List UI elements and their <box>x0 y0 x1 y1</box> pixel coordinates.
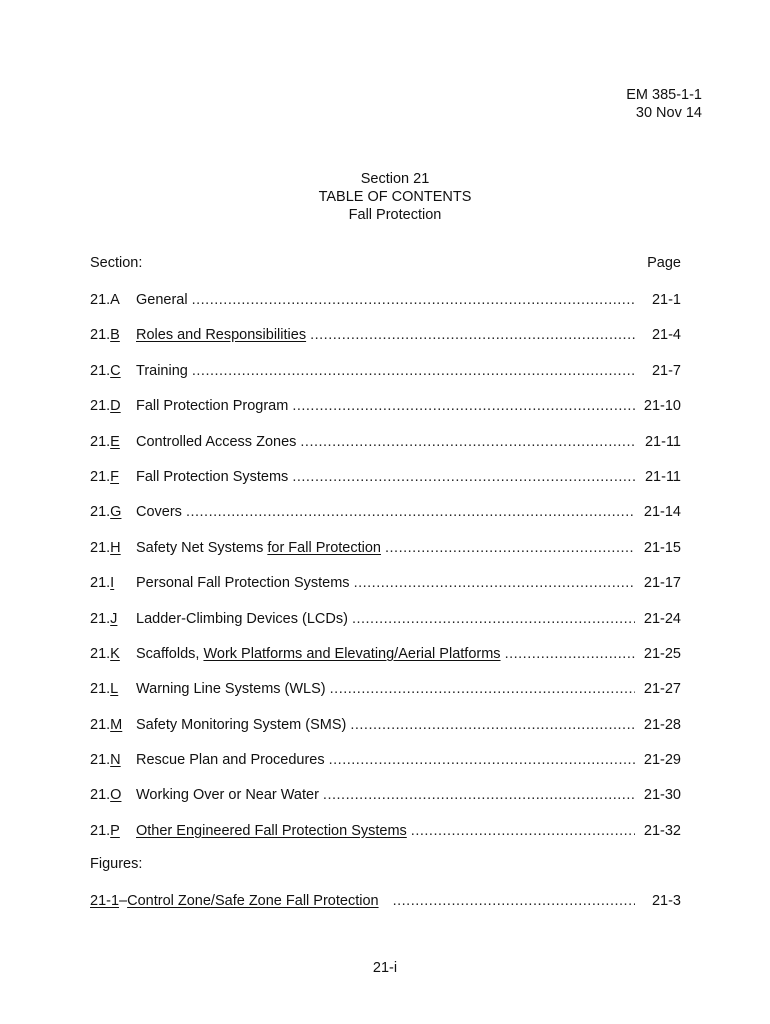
toc-title-underlined-text: Work Platforms and Elevating/Aerial Platforms <box>203 645 501 662</box>
toc-entry[interactable] <box>90 434 681 469</box>
dot-leader <box>354 575 635 591</box>
toc-section-number <box>90 469 136 485</box>
toc-section-prefix: 21. <box>90 610 111 627</box>
toc-section-number <box>90 434 136 450</box>
toc-section-prefix: 21. <box>90 575 111 592</box>
toc-section-title <box>136 575 350 591</box>
toc-entry[interactable] <box>90 504 681 539</box>
figure-entry[interactable] <box>90 893 681 909</box>
toc-section-letter: H <box>110 539 121 556</box>
toc-section-prefix: 21. <box>90 787 111 804</box>
toc-section-prefix: 21. <box>90 645 111 662</box>
toc-title-text: Safety Monitoring System (SMS) <box>136 716 347 733</box>
toc-section-number <box>90 681 136 697</box>
toc-title-text: Fall Protection Program <box>136 398 289 415</box>
toc-title-text: Ladder-Climbing Devices (LCDs) <box>136 610 348 627</box>
toc-section-title <box>136 646 501 662</box>
section-title: Section 21 <box>360 171 430 187</box>
document-id: EM 385-1-1 <box>626 87 702 103</box>
dot-leader <box>350 717 635 733</box>
toc-page-number: 21-11 <box>644 433 681 450</box>
dot-leader <box>411 823 635 839</box>
toc-section-prefix: 21. <box>90 292 111 308</box>
toc-section-title <box>136 398 288 414</box>
dot-leader <box>300 434 635 450</box>
figure-number: 21-1 <box>90 893 120 909</box>
toc-section-number <box>90 540 136 556</box>
toc-page-number: 21-15 <box>643 539 681 556</box>
dot-leader <box>329 752 635 768</box>
toc-page-number: 21-4 <box>651 327 681 344</box>
toc-title-underlined-text: Other Engineered Fall Protection Systems <box>136 822 407 839</box>
toc-section-title <box>136 363 188 379</box>
toc-title-text: Personal Fall Protection Systems <box>136 575 350 592</box>
toc-section-letter: F <box>110 468 120 485</box>
toc-section-letter: L <box>110 681 119 698</box>
toc-section-prefix: 21. <box>90 327 111 344</box>
toc-section-prefix: 21. <box>90 822 111 839</box>
toc-page-number: 21-25 <box>643 645 681 662</box>
toc-section-number <box>90 823 136 839</box>
toc-page-number: 21-28 <box>643 716 681 733</box>
figure-title: Control Zone/Safe Zone Fall Protection <box>127 893 379 909</box>
dot-leader <box>186 504 635 520</box>
toc-entry[interactable] <box>90 611 681 646</box>
dot-leader <box>192 292 635 308</box>
toc-title-text: Rescue Plan and Procedures <box>136 752 325 769</box>
title-block <box>0 170 770 224</box>
toc-title-text: Training <box>136 362 188 379</box>
toc-section-number <box>90 327 136 343</box>
toc-title-text: Scaffolds, <box>136 645 204 662</box>
toc-entry[interactable] <box>90 469 681 504</box>
toc-title-text: General <box>136 292 188 308</box>
toc-page-number: 21-27 <box>643 681 681 698</box>
toc-entry[interactable] <box>90 540 681 575</box>
toc-entry[interactable] <box>90 327 681 362</box>
toc-entry[interactable] <box>90 398 681 433</box>
dot-leader <box>330 681 635 697</box>
toc-title-text: Safety Net Systems <box>136 539 268 556</box>
toc-section-letter: N <box>110 752 121 769</box>
toc-page-number: 21-24 <box>643 610 681 627</box>
toc-section-letter: J <box>110 610 118 627</box>
toc-section-letter: P <box>110 822 120 839</box>
toc-section-number <box>90 752 136 768</box>
toc-page-number: 21-29 <box>643 752 681 769</box>
toc-section-number <box>90 504 136 520</box>
toc-entry[interactable] <box>90 681 681 716</box>
toc-section-letter: E <box>110 433 120 450</box>
dot-leader <box>323 787 635 803</box>
toc-section-number <box>90 611 136 627</box>
toc-page-number: 21-30 <box>643 787 681 804</box>
dot-leader <box>393 893 635 909</box>
toc-section-prefix: 21. <box>90 539 111 556</box>
figure-separator: – <box>119 893 128 909</box>
toc-section-letter: D <box>110 398 121 415</box>
figure-page: 21-3 <box>651 893 681 909</box>
toc-title-text: Working Over or Near Water <box>136 787 319 804</box>
toc-section-title <box>136 327 306 343</box>
toc-page-number: 21-10 <box>643 398 681 415</box>
toc-section-prefix: 21. <box>90 362 111 379</box>
toc-entry[interactable] <box>90 787 681 822</box>
toc-entry[interactable] <box>90 292 681 327</box>
document-header <box>626 86 702 122</box>
toc-section-title <box>136 787 319 803</box>
toc-section-prefix: 21. <box>90 398 111 415</box>
toc-title-underlined-text: Roles and Responsibilities <box>136 327 307 344</box>
dot-leader <box>292 469 635 485</box>
toc-section-prefix: 21. <box>90 752 111 769</box>
toc-section-number <box>90 575 136 591</box>
toc-title-text: Warning Line Systems (WLS) <box>136 681 326 698</box>
toc-section-number <box>90 363 136 379</box>
figures-label: Figures: <box>90 856 143 872</box>
toc-section-title <box>136 504 182 520</box>
toc-section-number <box>90 646 136 662</box>
toc-section-title <box>136 681 326 697</box>
toc-entry[interactable] <box>90 363 681 398</box>
dot-leader <box>192 363 635 379</box>
toc-section-letter: A <box>110 292 120 308</box>
toc-title-text: Fall Protection Systems <box>136 468 289 485</box>
toc-entry[interactable] <box>90 575 681 610</box>
toc-page-number: 21-11 <box>644 468 681 485</box>
toc-section-prefix: 21. <box>90 681 111 698</box>
toc-section-number <box>90 292 136 308</box>
toc-entry[interactable] <box>90 646 681 681</box>
toc-section-letter: B <box>110 327 120 344</box>
toc-section-number <box>90 398 136 414</box>
dot-leader <box>385 540 635 556</box>
toc-entry[interactable] <box>90 717 681 752</box>
column-header <box>90 255 681 271</box>
toc-heading: TABLE OF CONTENTS <box>318 189 472 205</box>
toc-section-letter: O <box>110 787 122 804</box>
toc-list <box>90 292 681 858</box>
dot-leader <box>310 327 635 343</box>
toc-entry[interactable] <box>90 823 681 858</box>
toc-section-number <box>90 717 136 733</box>
toc-section-letter: G <box>110 504 122 521</box>
toc-entry[interactable] <box>90 752 681 787</box>
toc-section-title <box>136 292 188 308</box>
dot-leader <box>505 646 635 662</box>
toc-section-letter: C <box>110 362 121 379</box>
toc-page-number: 21-32 <box>643 822 681 839</box>
toc-page-number: 21-1 <box>651 292 681 308</box>
toc-title-text: Controlled Access Zones <box>136 433 297 450</box>
page-number: 21-i <box>372 960 398 976</box>
toc-section-title <box>136 611 348 627</box>
document-date: 30 Nov 14 <box>635 105 702 121</box>
toc-section-prefix: 21. <box>90 504 111 521</box>
toc-section-number <box>90 787 136 803</box>
page-column-label: Page <box>647 255 681 271</box>
dot-leader <box>292 398 635 414</box>
toc-section-letter: K <box>110 645 120 662</box>
toc-page-number: 21-7 <box>651 362 681 379</box>
toc-section-title <box>136 717 346 733</box>
toc-section-title <box>136 752 325 768</box>
subject-title: Fall Protection <box>348 207 442 223</box>
toc-section-title <box>136 823 407 839</box>
toc-section-title <box>136 469 288 485</box>
dot-leader <box>352 611 635 627</box>
toc-section-title <box>136 434 296 450</box>
toc-section-prefix: 21. <box>90 468 111 485</box>
toc-page-number: 21-17 <box>643 575 681 592</box>
toc-title-underlined-text: for Fall Protection <box>267 539 381 556</box>
toc-section-title <box>136 540 381 556</box>
toc-section-letter: M <box>110 716 123 733</box>
toc-title-text: Covers <box>136 504 182 521</box>
toc-section-prefix: 21. <box>90 433 111 450</box>
section-column-label: Section: <box>90 255 143 271</box>
toc-section-prefix: 21. <box>90 716 111 733</box>
toc-section-letter: I <box>110 575 115 592</box>
toc-page-number: 21-14 <box>643 504 681 521</box>
